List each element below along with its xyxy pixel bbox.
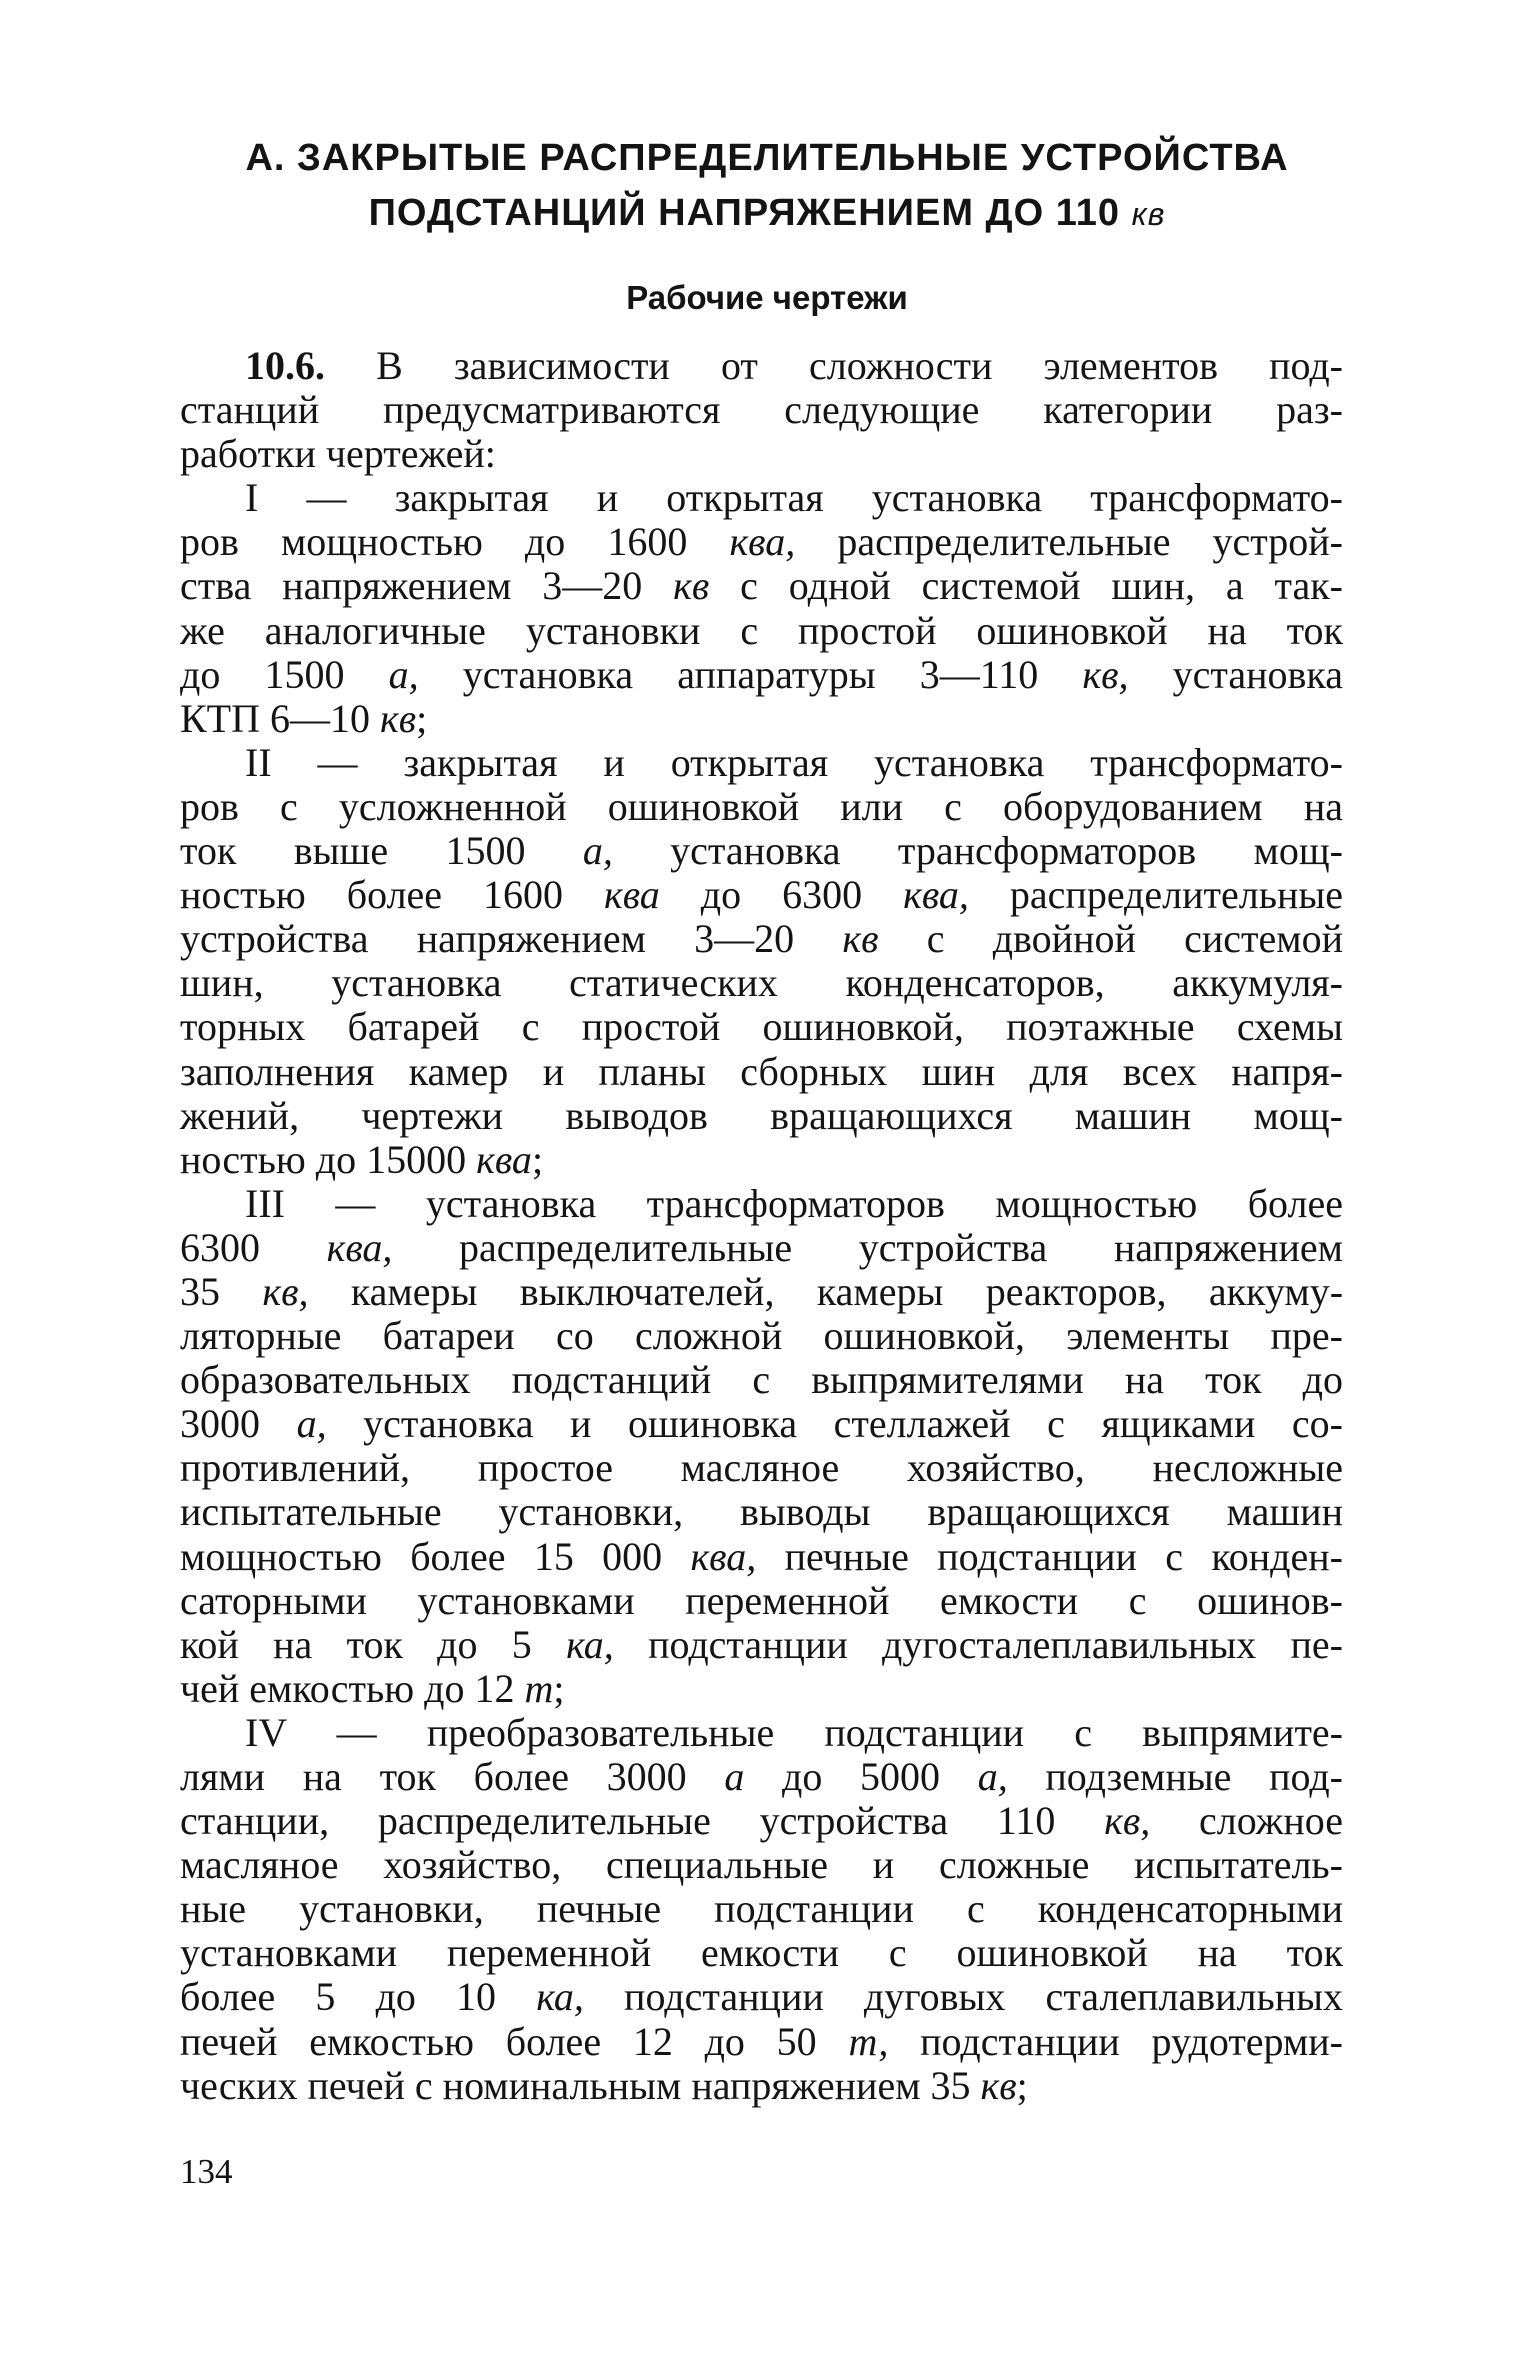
line-text: распределительные <box>968 872 1343 918</box>
text-line <box>180 2020 1343 2064</box>
line-text: ров мощностью до 1600 <box>180 519 730 565</box>
text-line <box>180 1094 1343 1138</box>
text-line <box>180 1005 1343 1049</box>
heading-text: А. ЗАКРЫТЫЕ РАСПРЕДЕЛИТЕЛЬНЫЕ УСТРОЙСТВА <box>245 137 1289 179</box>
text-line <box>180 1402 1343 1446</box>
subheading: Рабочие чертежи <box>626 279 908 316</box>
text-line <box>180 741 1343 785</box>
line-text: противлений, простое масляное хозяйство, несложные <box>180 1445 1343 1491</box>
unit-text: кв, <box>1082 651 1129 697</box>
text-line <box>180 2064 1343 2108</box>
line-text: установка и ошиновка стеллажей с ящиками со- <box>326 1401 1343 1447</box>
text-line <box>180 1182 1343 1226</box>
line-text: установка трансформаторов мощ- <box>612 828 1343 874</box>
line-text: ; <box>553 1665 565 1711</box>
line-text: установка аппаратуры 3—110 <box>418 651 1083 697</box>
line-text: ; <box>416 695 428 741</box>
line-text: подстанции дуговых сталеплавильных <box>583 1974 1344 2020</box>
line-text: камеры выключателей, камеры реакторов, аккуму- <box>308 1268 1344 1314</box>
line-text: печей емкостью более 12 до 50 <box>180 2018 849 2064</box>
text-line <box>180 564 1343 608</box>
line-text: станций предусматриваются следующие категории раз- <box>180 387 1343 433</box>
unit-text: а, <box>582 828 613 874</box>
text-line <box>180 432 1343 476</box>
unit-text: ква, <box>903 872 969 918</box>
line-text: жений, чертежи выводов вращающихся машин мощ- <box>180 1092 1343 1138</box>
line-text: ные установки, печные подстанции с конденсаторными <box>180 1886 1343 1932</box>
line-text: с двойной системой <box>878 916 1343 962</box>
line-text: заполнения камер и планы сборных шин для всех напря- <box>180 1048 1343 1094</box>
text-line <box>180 829 1343 873</box>
text-line <box>180 1446 1343 1490</box>
unit-text: кв <box>673 563 710 609</box>
text-line <box>180 609 1343 653</box>
line-text: ства напряжением 3—20 <box>180 563 674 609</box>
line-text: устройства напряжением 3—20 <box>180 916 843 962</box>
unit-text: ква, <box>729 519 796 565</box>
text-line <box>180 653 1343 697</box>
unit-text: т <box>524 1665 554 1711</box>
unit-text: кв, <box>1104 1798 1151 1844</box>
line-text: ров с усложненной ошиновкой или с оборудованием на <box>180 783 1343 829</box>
line-text: установками переменной емкости с ошиновкой на ток <box>180 1930 1343 1976</box>
page-number: 134 <box>180 2152 233 2191</box>
line-text: образовательных подстанций с выпрямителями на ток до <box>180 1357 1343 1403</box>
clause-number: 10.6. <box>245 343 325 388</box>
line-text: же аналогичные установки с простой ошиновкой на ток <box>180 607 1343 653</box>
text-line <box>180 1358 1343 1402</box>
line-text: ляторные батареи со сложной ошиновкой, элементы пре- <box>180 1313 1343 1359</box>
section-heading-line-1 <box>0 133 1534 183</box>
unit-text: а <box>724 1754 745 1799</box>
line-text: сложное <box>1150 1798 1343 1844</box>
text-line <box>180 1314 1343 1358</box>
line-text: ностью более 1600 <box>180 872 604 918</box>
line-text: масляное хозяйство, специальные и сложные испытатель- <box>180 1842 1343 1888</box>
unit-text: ка, <box>536 1974 584 2020</box>
unit-text: а, <box>977 1754 1008 1799</box>
text-line <box>180 476 1343 520</box>
heading-text: ПОДСТАНЦИЙ НАПРЯЖЕНИЕМ ДО 110 <box>368 192 1121 234</box>
unit-text: ква <box>604 872 660 918</box>
line-text: саторными установками переменной емкости с ошинов- <box>180 1577 1343 1623</box>
line-text: торных батарей с простой ошиновкой, поэтажные схемы <box>180 1004 1343 1050</box>
line-text: более 5 до 10 <box>180 1974 537 2020</box>
text-line <box>180 697 1343 741</box>
section-heading-line-2 <box>0 188 1534 239</box>
unit-text: ква, <box>326 1224 393 1270</box>
line-text: ; <box>531 1136 544 1182</box>
text-line <box>180 1887 1343 1931</box>
line-text: до 5000 <box>744 1754 978 1799</box>
line-text: кой на ток до 5 <box>180 1621 567 1667</box>
line-text: подстанции дугосталеплавильных пе- <box>613 1621 1343 1667</box>
line-text: II — закрытая и открытая установка трансформато- <box>245 739 1343 785</box>
body-text <box>180 344 1343 2108</box>
unit-text: кв <box>842 916 879 962</box>
unit-text: кв <box>980 2062 1017 2108</box>
text-line <box>180 1931 1343 1975</box>
line-text: В зависимости от сложности элементов под- <box>325 343 1343 388</box>
text-line <box>180 1579 1343 1623</box>
unit-text: ка, <box>566 1621 614 1667</box>
text-line <box>180 1535 1343 1579</box>
unit-text: т, <box>848 2018 889 2064</box>
unit-text: а, <box>296 1401 327 1447</box>
line-text: распределительные устрой- <box>795 519 1343 565</box>
line-text: шин, установка статических конденсаторов, аккумуля- <box>180 960 1343 1006</box>
text-line <box>180 1490 1343 1534</box>
line-text: станции, распределительные устройства 110 <box>180 1798 1105 1844</box>
line-text: III — установка трансформаторов мощностью более <box>245 1180 1343 1226</box>
line-text: с одной системой шин, а так- <box>709 563 1343 609</box>
text-line <box>180 785 1343 829</box>
line-text: ностью до 15000 <box>180 1136 477 1182</box>
line-text: КТП 6—10 <box>180 695 380 741</box>
text-line <box>180 1138 1343 1182</box>
text-line <box>180 917 1343 961</box>
line-text: ; <box>1016 2062 1028 2108</box>
line-text: до 1500 <box>180 651 389 697</box>
line-text: распределительные устройства напряжением <box>392 1224 1343 1270</box>
unit-text: а, <box>388 651 419 697</box>
line-text: подстанции рудотерми- <box>888 2018 1343 2064</box>
unit-text: кв <box>380 695 417 741</box>
line-text: 3000 <box>180 1401 297 1447</box>
text-line <box>180 344 1343 388</box>
line-text: IV — преобразовательные подстанции с выпрямите- <box>245 1709 1343 1755</box>
text-line <box>180 388 1343 432</box>
line-text: ток выше 1500 <box>180 828 583 874</box>
line-text: мощностью более 15 000 <box>180 1533 691 1579</box>
text-line <box>180 1667 1343 1711</box>
line-text: испытательные установки, выводы вращающихся машин <box>180 1489 1343 1535</box>
line-text: 35 <box>180 1268 263 1314</box>
line-text: печные подстанции с конден- <box>756 1533 1343 1579</box>
text-line <box>180 1270 1343 1314</box>
text-line <box>180 1050 1343 1094</box>
unit-text: ква, <box>690 1533 757 1579</box>
unit-text: кв, <box>262 1268 309 1314</box>
text-line <box>180 1843 1343 1887</box>
text-line <box>180 520 1343 564</box>
heading-unit: кв <box>1131 196 1166 232</box>
line-text: лями на ток более 3000 <box>180 1754 725 1799</box>
line-text: подземные под- <box>1007 1754 1343 1799</box>
text-line <box>180 1755 1343 1799</box>
text-line <box>180 1799 1343 1843</box>
text-line <box>180 1226 1343 1270</box>
text-line <box>180 1711 1343 1755</box>
text-line <box>180 1623 1343 1667</box>
line-text: чей емкостью до 12 <box>180 1665 525 1711</box>
line-text: работки чертежей: <box>180 431 496 477</box>
unit-text: ква <box>476 1136 532 1182</box>
text-line <box>180 961 1343 1005</box>
text-line <box>180 873 1343 917</box>
line-text: установка <box>1128 651 1343 697</box>
line-text: ческих печей с номинальным напряжением 35 <box>180 2062 981 2108</box>
text-line <box>180 1975 1343 2019</box>
line-text: до 6300 <box>659 872 904 918</box>
line-text: I — закрытая и открытая установка трансформато- <box>245 475 1343 521</box>
line-text: 6300 <box>180 1224 327 1270</box>
